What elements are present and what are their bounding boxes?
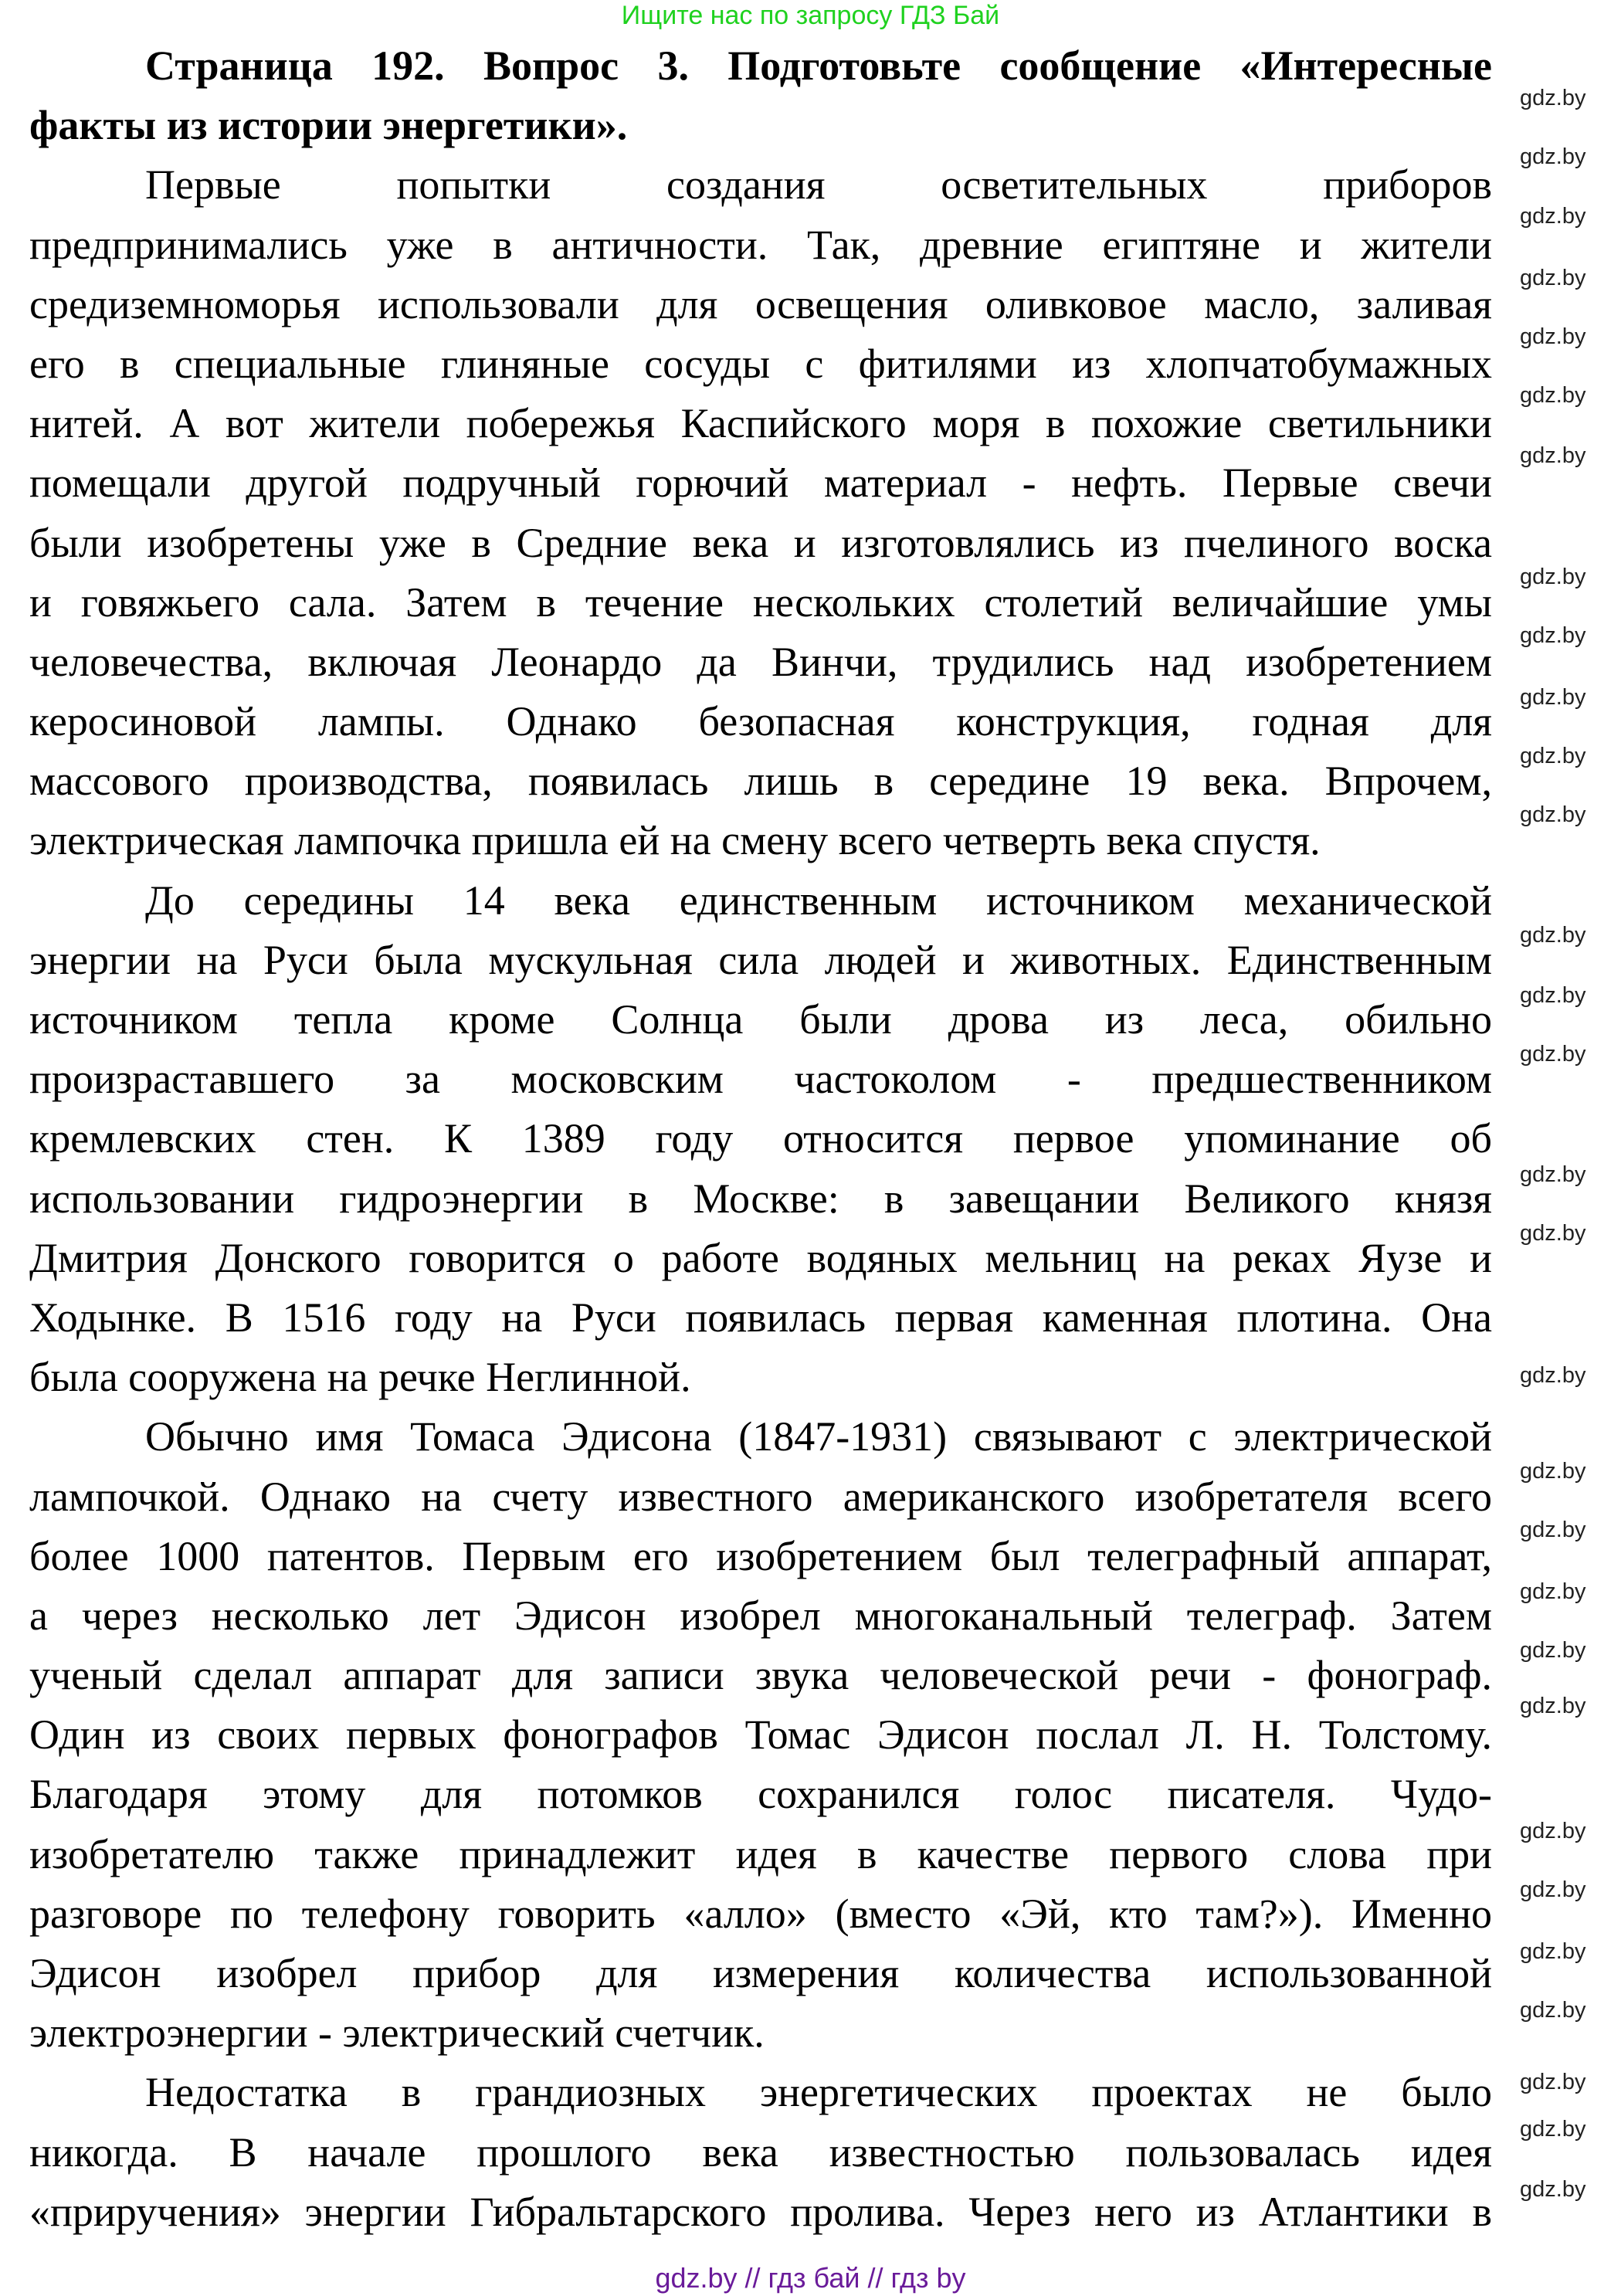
paragraph-line: Ходынке. В 1516 году на Руси появилась первая каменная плотина. Она xyxy=(29,1294,1492,1341)
search-banner: Ищите нас по запросу ГДЗ Бай xyxy=(621,1,1000,30)
document-body xyxy=(29,36,1492,2242)
gdz-watermark: gdz.by xyxy=(1520,623,1586,648)
gdz-watermark: gdz.by xyxy=(1520,923,1586,948)
gdz-watermark: gdz.by xyxy=(1520,1459,1586,1484)
gdz-watermark: gdz.by xyxy=(1520,1042,1586,1067)
gdz-watermark: gdz.by xyxy=(1520,2070,1586,2094)
gdz-watermark: gdz.by xyxy=(1520,1638,1586,1663)
paragraph-line: человечества, включая Леонардо да Винчи, трудились над изобретением xyxy=(29,638,1492,685)
paragraph-line: Благодаря этому для потомков сохранился голос писателя. Чудо- xyxy=(29,1771,1492,1818)
paragraph-line: лампочкой. Однако на счету известного американского изобретателя всего xyxy=(29,1473,1492,1520)
gdz-watermark: gdz.by xyxy=(1520,1998,1586,2023)
paragraph-line: никогда. В начале прошлого века известностью пользовалась идея xyxy=(29,2128,1492,2176)
gdz-watermark: gdz.by xyxy=(1520,1819,1586,1843)
paragraph-line: ученый сделал аппарат для записи звука человеческой речи - фонограф. xyxy=(29,1652,1492,1699)
paragraph-line: Обычно имя Томаса Эдисона (1847-1931) связывают с электрической xyxy=(145,1413,1492,1460)
gdz-watermark: gdz.by xyxy=(1520,1579,1586,1604)
gdz-watermark: gdz.by xyxy=(1520,1694,1586,1718)
gdz-watermark: gdz.by xyxy=(1520,144,1586,169)
paragraph-line: разговоре по телефону говорить «алло» (вместо «Эй, кто там?»). Именно xyxy=(29,1890,1492,1937)
paragraph-line: «приручения» энергии Гибральтарского пролива. Через него из Атлантики в xyxy=(29,2188,1492,2235)
paragraph-line: а через несколько лет Эдисон изобрел многоканальный телеграф. Затем xyxy=(29,1592,1492,1639)
paragraph-line: его в специальные глиняные сосуды с фитилями из хлопчатобумажных xyxy=(29,340,1492,387)
paragraph-line: Один из своих первых фонографов Томас Эдисон послал Л. Н. Толстому. xyxy=(29,1711,1492,1758)
paragraph-line: более 1000 патентов. Первым его изобретением был телеграфный аппарат, xyxy=(29,1532,1492,1579)
gdz-watermark: gdz.by xyxy=(1520,2177,1586,2202)
gdz-watermark: gdz.by xyxy=(1520,1518,1586,1542)
paragraph-line: изобретателю также принадлежит идея в качестве первого слова при xyxy=(29,1830,1492,1877)
gdz-watermark: gdz.by xyxy=(1520,324,1586,349)
gdz-watermark: gdz.by xyxy=(1520,802,1586,827)
paragraph-line: Первые попытки создания осветительных приборов xyxy=(145,161,1492,209)
paragraph-line: помещали другой подручный горючий материал - нефть. Первые свечи xyxy=(29,460,1492,507)
paragraph-line: электроэнергии - электрический счетчик. xyxy=(29,2009,765,2057)
paragraph-line: произраставшего за московским частоколом - предшественником xyxy=(29,1056,1492,1103)
gdz-watermark: gdz.by xyxy=(1520,86,1586,110)
gdz-watermark: gdz.by xyxy=(1520,1877,1586,1902)
footer-watermark: gdz.by // гдз бай // гдз by xyxy=(655,2262,966,2294)
paragraph-line: До середины 14 века единственным источником механической xyxy=(145,877,1492,924)
gdz-watermark: gdz.by xyxy=(1520,2117,1586,2142)
gdz-watermark: gdz.by xyxy=(1520,983,1586,1008)
page-title-line: факты из истории энергетики». xyxy=(29,102,628,149)
paragraph-line: нитей. А вот жители побережья Каспийского моря в похожие светильники xyxy=(29,400,1492,447)
gdz-watermark: gdz.by xyxy=(1520,383,1586,408)
gdz-watermark: gdz.by xyxy=(1520,204,1586,229)
paragraph-line: и говяжьего сала. Затем в течение нескольких столетий величайшие умы xyxy=(29,578,1492,626)
paragraph-line: Эдисон изобрел прибор для измерения количества использованной xyxy=(29,1950,1492,1996)
gdz-watermark: gdz.by xyxy=(1520,1221,1586,1246)
gdz-watermark: gdz.by xyxy=(1520,1363,1586,1388)
paragraph-line: была сооружена на речке Неглинной. xyxy=(29,1354,691,1401)
gdz-watermark: gdz.by xyxy=(1520,266,1586,290)
paragraph-line: Недостатка в грандиозных энергетических проектах не было xyxy=(145,2069,1492,2116)
gdz-watermark: gdz.by xyxy=(1520,565,1586,589)
paragraph-line: использовании гидроэнергии в Москве: в завещании Великого князя xyxy=(29,1175,1492,1222)
gdz-watermark: gdz.by xyxy=(1520,685,1586,710)
paragraph-line: кремлевских стен. К 1389 году относится первое упоминание об xyxy=(29,1115,1492,1162)
page-title-line: Страница 192. Вопрос 3. Подготовьте сообщение «Интересные xyxy=(145,42,1492,89)
paragraph-line: Дмитрия Донского говорится о работе водяных мельниц на реках Яузе и xyxy=(29,1234,1492,1281)
paragraph-line: источником тепла кроме Солнца были дрова из леса, обильно xyxy=(29,996,1492,1043)
paragraph-line: керосиновой лампы. Однако безопасная конструкция, годная для xyxy=(29,698,1492,745)
paragraph-line: энергии на Руси была мускульная сила людей и животных. Единственным xyxy=(29,936,1492,983)
paragraph-line: предпринимались уже в античности. Так, древние египтяне и жители xyxy=(29,221,1492,268)
paragraph-line: массового производства, появилась лишь в середине 19 века. Впрочем, xyxy=(29,758,1492,805)
gdz-watermark: gdz.by xyxy=(1520,1939,1586,1964)
paragraph-line: были изобретены уже в Средние века и изготовлялись из пчелиного воска xyxy=(29,519,1492,566)
paragraph-line: средиземноморья использовали для освещения оливковое масло, заливая xyxy=(29,280,1492,327)
gdz-watermark: gdz.by xyxy=(1520,744,1586,768)
gdz-watermark: gdz.by xyxy=(1520,443,1586,468)
gdz-watermark: gdz.by xyxy=(1520,1162,1586,1187)
paragraph-line: электрическая лампочка пришла ей на смену всего четверть века спустя. xyxy=(29,817,1321,864)
